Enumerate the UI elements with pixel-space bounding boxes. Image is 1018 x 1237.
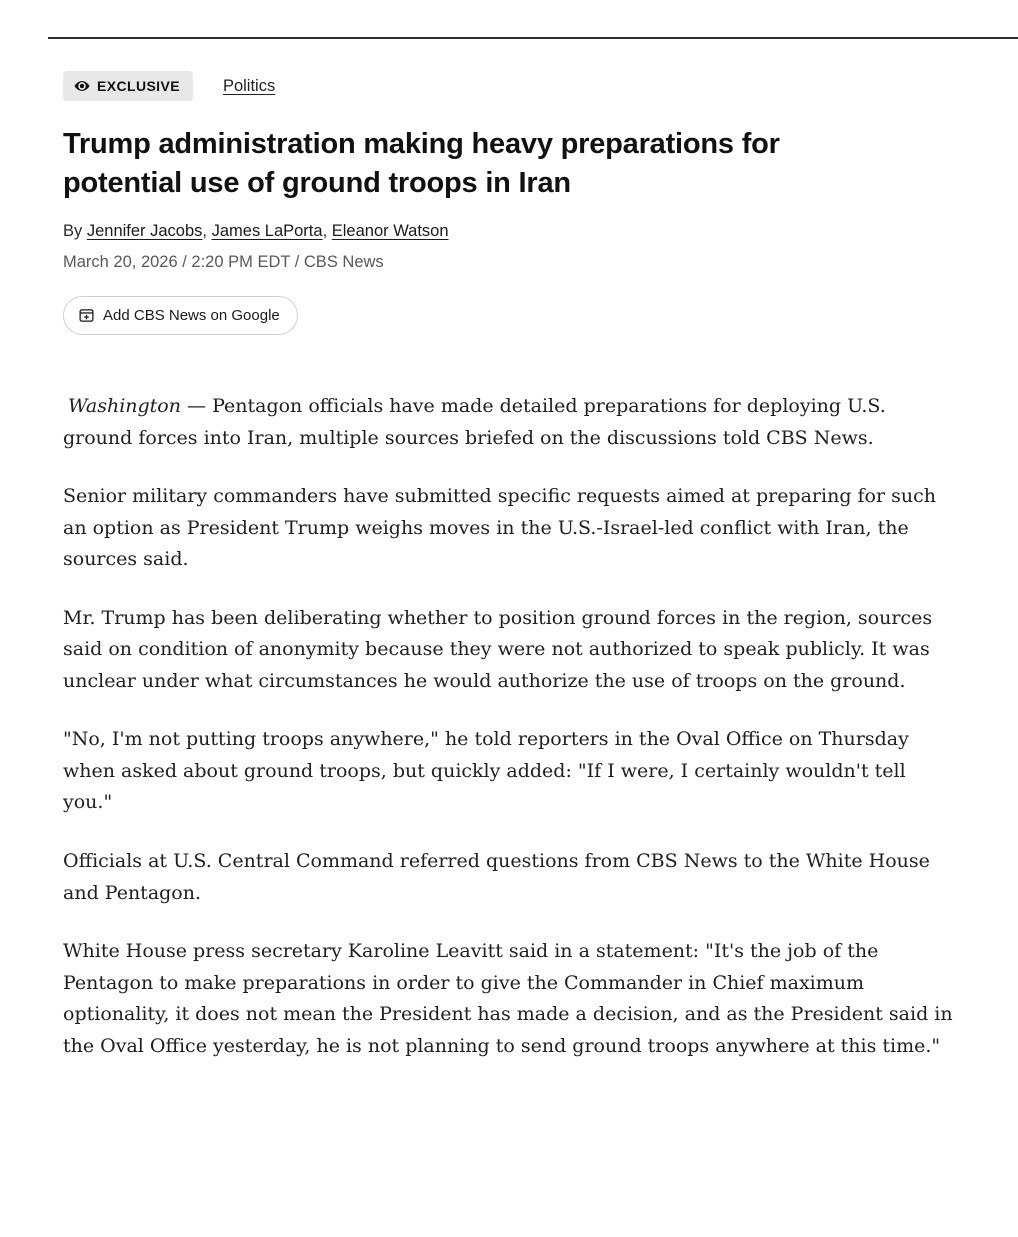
- byline: [63, 222, 956, 241]
- cbs-eye-icon: [74, 78, 90, 94]
- meta-row: [63, 71, 956, 101]
- paragraph: White House press secretary Karoline Leavitt said in a statement: "It's the job of the Pentagon to make preparations in order to give the Commander in Chief maximum optionality, it does not mean the President has made a decision, and as the President said in the Oval Office yesterday, he is not planning to send ground troops anywhere at this time.": [63, 940, 953, 1057]
- paragraph: "No, I'm not putting troops anywhere," he told reporters in the Oval Office on Thursday when asked about ground troops, but quickly added: "If I were, I certainly wouldn't tell you.": [63, 728, 909, 814]
- paragraph-lead: [63, 391, 956, 454]
- headline: Trump administration making heavy preparations for potential use of ground troops in Iran: [63, 128, 780, 199]
- byline-prefix: By: [63, 222, 87, 241]
- paragraph: Mr. Trump has been deliberating whether to position ground forces in the region, sources said on condition of anonymity because they were not authorized to speak publicly. It was unclear under what circumstances he would authorize the use of troops on the ground.: [63, 606, 933, 692]
- author-link[interactable]: James LaPorta: [211, 222, 323, 241]
- byline-separator: ,: [322, 222, 332, 241]
- article-page: [0, 37, 1018, 1237]
- dateline: March 20, 2026 / 2:20 PM EDT / CBS News: [63, 253, 384, 272]
- byline-separator: ,: [202, 222, 212, 241]
- exclusive-badge: [63, 71, 193, 101]
- article-header: [63, 71, 956, 335]
- content-column: [0, 39, 1018, 1129]
- author-link[interactable]: Eleanor Watson: [331, 222, 449, 241]
- dateline-location: Washington: [68, 395, 181, 418]
- paragraph-lead-text: — Pentagon officials have made detailed preparations for deploying U.S. ground forces into Iran, multiple sources briefed on the discussions told CBS News.: [63, 395, 886, 449]
- category-link-politics[interactable]: Politics: [222, 76, 276, 95]
- exclusive-badge-label: EXCLUSIVE: [97, 78, 180, 94]
- add-cbs-news-google-button[interactable]: [63, 296, 298, 335]
- paragraph: Senior military commanders have submitted specific requests aimed at preparing for such an option as President Trump weighs moves in the U.S.-Israel-led conflict with Iran, the sources said.: [63, 485, 936, 571]
- google-button-label: Add CBS News on Google: [103, 307, 280, 325]
- article-body: [63, 391, 956, 1062]
- add-window-icon: [78, 307, 95, 324]
- paragraph: Officials at U.S. Central Command referred questions from CBS News to the White House and Pentagon.: [63, 849, 930, 904]
- author-link[interactable]: Jennifer Jacobs: [86, 222, 203, 241]
